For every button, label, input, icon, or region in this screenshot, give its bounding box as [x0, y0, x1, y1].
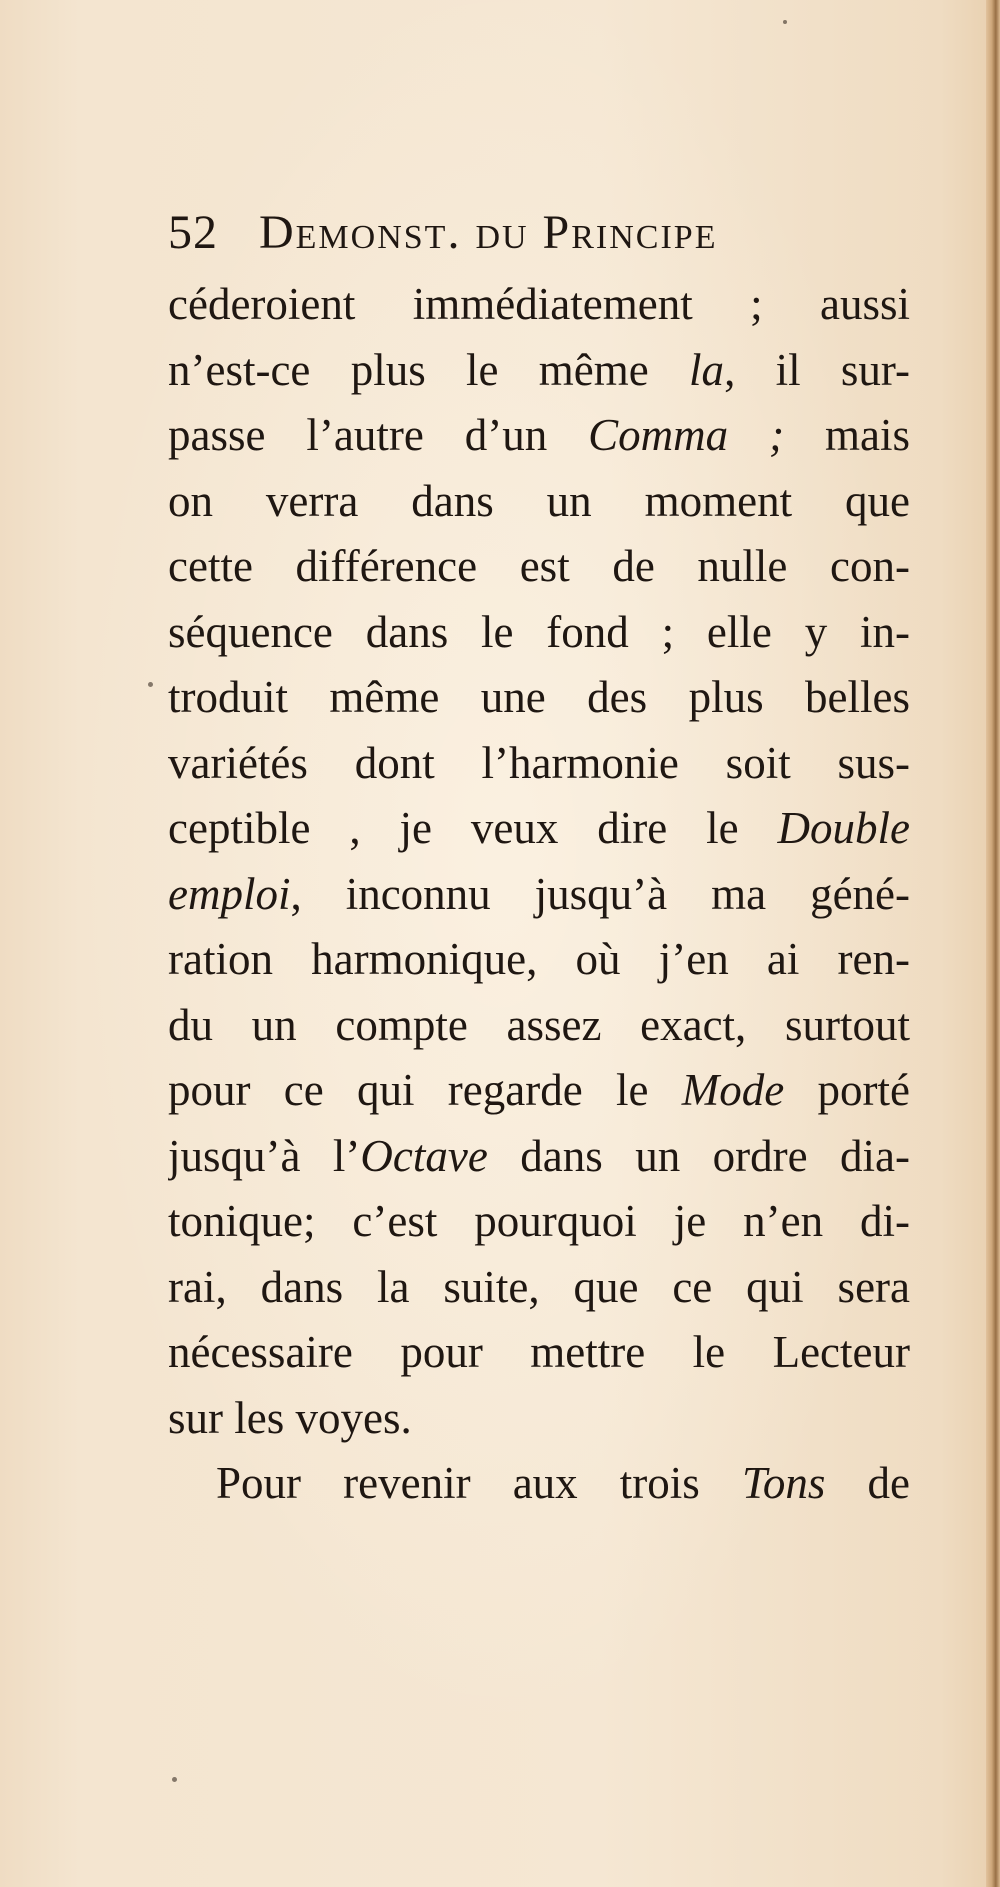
italic-text: Comma ; [588, 410, 785, 460]
text-line [168, 993, 910, 1059]
text-line [168, 1124, 910, 1190]
text-line [168, 1189, 910, 1255]
text-line [168, 796, 910, 862]
text-run: ceptible , je veux dire le [168, 803, 778, 853]
text-run: nécessaire pour mettre le Lecteur [168, 1327, 910, 1377]
italic-text: Double [777, 803, 910, 853]
text-line [168, 1386, 910, 1452]
text-line [168, 731, 910, 797]
italic-text: Mode [681, 1065, 785, 1115]
text-line [168, 1058, 910, 1124]
text-run: troduit même une des plus belles [168, 672, 910, 722]
text-line [168, 469, 910, 535]
text-line [168, 534, 910, 600]
text-run: dans un ordre dia- [487, 1130, 910, 1181]
text-run: rai, dans la suite, que ce qui sera [168, 1261, 910, 1312]
page-number: 52 [168, 206, 218, 259]
text-line [168, 1320, 910, 1386]
paper-speck [783, 20, 787, 24]
italic-text: emploi [168, 868, 291, 919]
text-run: tonique; c’est pourquoi je n’en di- [168, 1196, 910, 1246]
text-run: sur les voyes. [168, 1392, 412, 1443]
text-run: ration harmonique, où j’en ai ren- [168, 934, 910, 984]
text-run: céderoient immédiatement ; aussi [168, 279, 910, 329]
text-run: , il sur- [724, 344, 910, 395]
text-run: mais [784, 410, 910, 460]
text-line [168, 927, 910, 993]
text-run: variétés dont l’harmonie soit sus- [168, 737, 910, 788]
text-run: Pour revenir aux trois [216, 1458, 742, 1508]
text-run: jusqu’à l’ [168, 1130, 361, 1181]
paper-speck [172, 1777, 177, 1782]
italic-text: Tons [741, 1458, 826, 1508]
text-line [168, 862, 910, 928]
text-run: pour ce qui regarde le [168, 1065, 682, 1115]
text-run: cette différence est de nulle con- [168, 541, 910, 591]
page-edge-shadow [986, 0, 1000, 1887]
text-run: porté [784, 1065, 910, 1115]
running-title: Demonst. du Principe [259, 206, 718, 259]
paper-speck [148, 682, 153, 687]
text-line [168, 272, 910, 338]
text-run: , inconnu jusqu’à ma géné- [290, 868, 910, 919]
italic-text: Octave [360, 1130, 488, 1181]
italic-text: la [689, 344, 725, 395]
text-line [168, 1451, 910, 1517]
text-run: de [825, 1458, 910, 1508]
text-line [168, 665, 910, 731]
body-text [168, 272, 910, 1517]
text-run: séquence dans le fond ; elle y in- [168, 606, 910, 657]
text-line [168, 338, 910, 404]
text-run: on verra dans un moment que [168, 475, 910, 526]
text-line [168, 1255, 910, 1321]
text-run: passe l’autre d’un [168, 410, 589, 460]
text-line [168, 403, 910, 469]
text-run: du un compte assez exact, surtout [168, 999, 910, 1050]
text-run: n’est-ce plus le même [168, 344, 690, 395]
text-line [168, 600, 910, 666]
running-head [168, 205, 828, 275]
